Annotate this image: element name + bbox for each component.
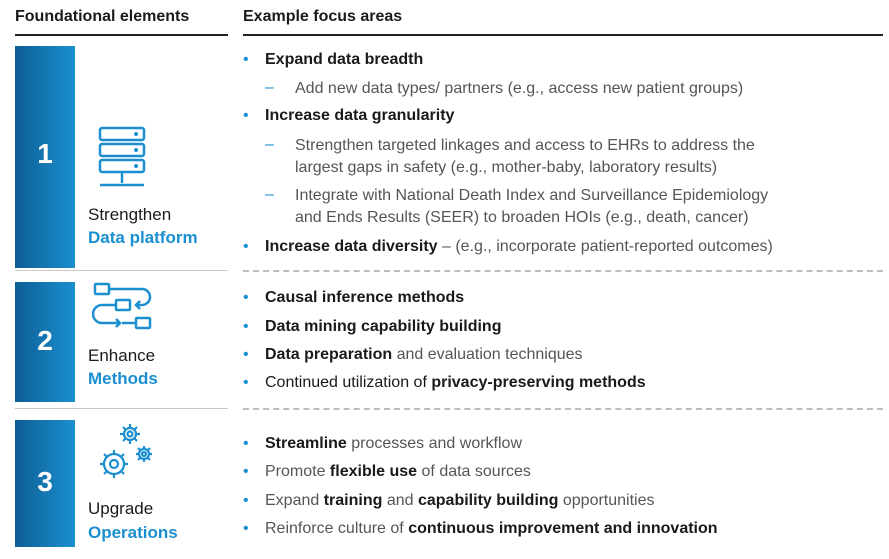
dash-icon: – bbox=[265, 136, 274, 153]
dash-icon: – bbox=[265, 186, 274, 203]
workflow-icon bbox=[92, 281, 158, 346]
bullet-icon: • bbox=[243, 435, 249, 452]
bullet-icon: • bbox=[243, 374, 249, 391]
bullet-icon: • bbox=[243, 463, 249, 480]
block-2-label-emphasis: Methods bbox=[88, 369, 158, 388]
block-1-label: Strengthen bbox=[88, 205, 172, 224]
bullet-icon: • bbox=[243, 346, 249, 363]
bullet-icon: • bbox=[243, 238, 249, 255]
block-2-number: 2 bbox=[37, 325, 53, 356]
block-1-number: 1 bbox=[37, 138, 53, 169]
bullet-icon: • bbox=[243, 107, 249, 124]
block-2-label: Enhance bbox=[88, 346, 156, 365]
bullet-icon: • bbox=[243, 520, 249, 537]
divider-dashed bbox=[243, 408, 883, 410]
block-1-label-emphasis: Data platform bbox=[88, 228, 198, 247]
dash-icon: – bbox=[265, 79, 274, 96]
block-3-label-emphasis: Operations bbox=[88, 523, 178, 542]
bullet-icon: • bbox=[243, 492, 249, 509]
bullet-icon: • bbox=[243, 318, 249, 335]
bullet-icon: • bbox=[243, 51, 249, 68]
header-example-focus-areas: Example focus areas bbox=[243, 8, 403, 25]
gears-icon bbox=[90, 420, 160, 495]
block-3-number: 3 bbox=[37, 466, 53, 497]
divider-dashed bbox=[243, 270, 883, 272]
block-3-label: Upgrade bbox=[88, 499, 154, 518]
header-rule-right bbox=[243, 34, 883, 36]
divider bbox=[15, 270, 228, 271]
bullet-icon: • bbox=[243, 289, 249, 306]
header-rule-left bbox=[15, 34, 228, 36]
divider bbox=[15, 408, 228, 409]
header-foundational-elements: Foundational elements bbox=[15, 8, 190, 25]
server-stack-icon bbox=[96, 125, 148, 198]
